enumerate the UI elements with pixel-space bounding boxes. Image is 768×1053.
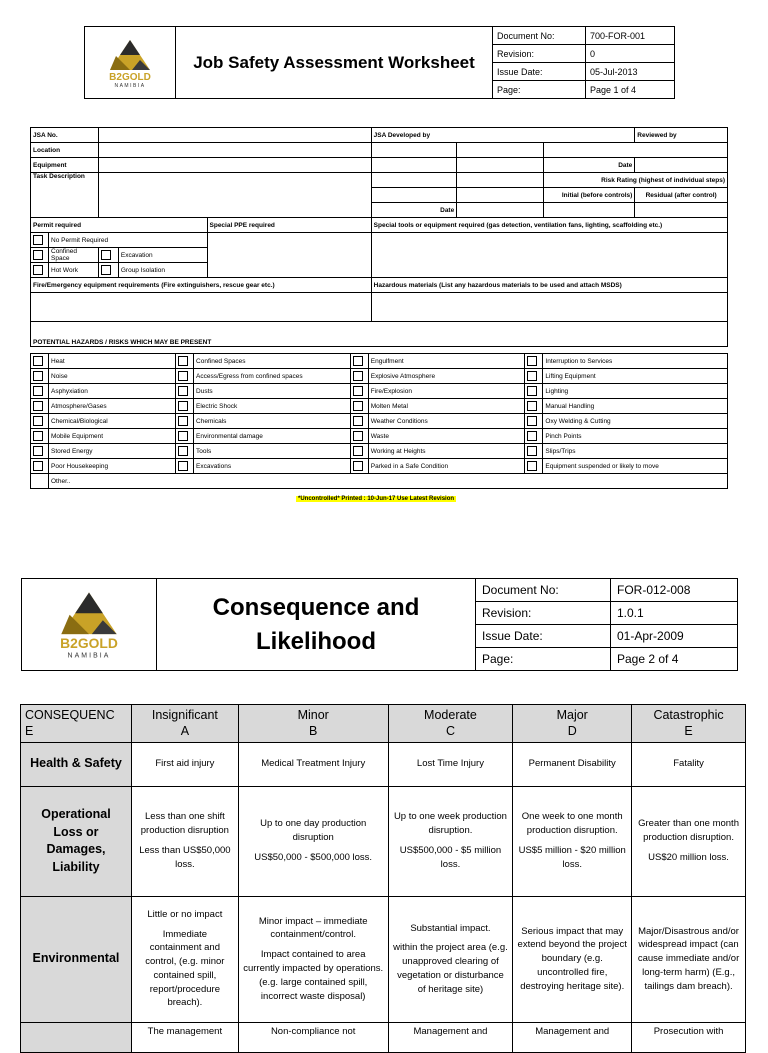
checkbox-icon	[353, 371, 363, 381]
hazard-checkbox[interactable]	[350, 444, 368, 459]
fire-equipment-label: Fire/Emergency equipment requirements (Fire extinguishers, rescue gear etc.)	[31, 278, 372, 293]
hazard-label: Excavations	[194, 459, 351, 474]
consequence-row	[21, 742, 746, 786]
consequence-cell	[131, 742, 238, 786]
developer-name-5[interactable]	[371, 173, 457, 188]
hazard-checkbox[interactable]	[31, 354, 49, 369]
cl-page-title	[157, 579, 476, 671]
checkbox-icon	[353, 461, 363, 471]
hazard-label: Chemical/Biological	[49, 414, 176, 429]
hazard-label: Slips/Trips	[543, 444, 728, 459]
hazard-checkbox[interactable]	[176, 414, 194, 429]
checkbox-icon	[178, 371, 188, 381]
consequence-table	[20, 704, 746, 1053]
permit-required-label: Permit required	[31, 218, 208, 233]
consequence-cell-text: Non-compliance not	[270, 1025, 356, 1037]
hazard-checkbox[interactable]	[176, 399, 194, 414]
hazardous-materials-label: Hazardous materials (List any hazardous materials to be used and attach MSDS)	[371, 278, 727, 293]
consequence-cell-text: US$20 million loss.	[648, 851, 729, 863]
checkbox-icon	[527, 356, 537, 366]
checkbox-icon	[33, 371, 43, 381]
potential-hazards-heading: POTENTIAL HAZARDS / RISKS WHICH MAY BE PRESENT	[31, 322, 728, 347]
checkbox-icon	[33, 250, 43, 260]
hazard-label: Atmosphere/Gases	[49, 399, 176, 414]
hazard-checkbox[interactable]	[525, 429, 543, 444]
consequence-cell	[131, 896, 238, 1022]
hazard-checkbox[interactable]	[350, 429, 368, 444]
hazard-label: Lifting Equipment	[543, 369, 728, 384]
permit-label-none: No Permit Required	[49, 233, 208, 248]
initial-rating-field[interactable]	[543, 203, 635, 218]
cl-page-value: Page 2 of 4	[611, 648, 738, 671]
consequence-cell	[388, 742, 513, 786]
hazard-checkbox[interactable]	[176, 444, 194, 459]
consequence-cell-text: Management and	[413, 1025, 488, 1037]
cl-doc-no-label: Document No:	[476, 579, 611, 602]
checkbox-icon	[33, 416, 43, 426]
cl-title-line-2: Likelihood	[256, 627, 376, 655]
review-date-label: Date	[543, 158, 635, 173]
hazard-label: Lighting	[543, 384, 728, 399]
hazard-label: Noise	[49, 369, 176, 384]
checkbox-icon	[527, 401, 537, 411]
hazard-checkbox[interactable]	[350, 369, 368, 384]
consequence-row	[21, 896, 746, 1022]
jsa-header-table	[84, 26, 675, 99]
permit-label-group-isolation: Group Isolation	[118, 263, 207, 278]
consequence-cell	[632, 1022, 746, 1052]
checkbox-icon	[353, 446, 363, 456]
residual-label: Residual (after control)	[635, 188, 728, 203]
task-description-label: Task Description	[31, 173, 99, 218]
reviewer-field[interactable]	[543, 143, 727, 158]
permit-label-hot-work: Hot Work	[49, 263, 99, 278]
revision-value: 0	[586, 45, 675, 63]
checkbox-icon	[33, 461, 43, 471]
consequence-cell-text: Immediate containment and control, (e.g. minor contained spill, report/procedure breach).	[145, 928, 225, 1009]
consequence-cell-text: Medical Treatment Injury	[261, 758, 366, 770]
developed-date-field[interactable]	[457, 203, 543, 218]
hazards-table	[30, 353, 728, 489]
hazard-checkbox[interactable]	[31, 444, 49, 459]
special-ppe-field[interactable]	[207, 233, 371, 278]
checkbox-icon	[178, 356, 188, 366]
hazard-row	[31, 399, 728, 414]
column-code: B	[309, 724, 318, 739]
developer-name-3[interactable]	[371, 158, 457, 173]
hazard-checkbox[interactable]	[525, 444, 543, 459]
hazard-label: Heat	[49, 354, 176, 369]
hazard-label: Stored Energy	[49, 444, 176, 459]
checkbox-icon	[178, 431, 188, 441]
checkbox-icon	[527, 386, 537, 396]
reviewed-by-label: Reviewed by	[635, 128, 728, 143]
hazard-checkbox[interactable]	[350, 354, 368, 369]
checkbox-icon	[353, 401, 363, 411]
consequence-cell-text: Greater than one month production disruption.	[638, 818, 739, 844]
column-code: A	[180, 724, 190, 739]
fire-equipment-field[interactable]	[31, 293, 372, 322]
hazard-checkbox[interactable]	[176, 369, 194, 384]
consequence-cell	[388, 896, 513, 1022]
hazard-label: Tools	[194, 444, 351, 459]
consequence-cell	[513, 1022, 632, 1052]
location-field[interactable]	[98, 143, 371, 158]
hazard-label: Mobile Equipment	[49, 429, 176, 444]
cl-header-table	[21, 578, 738, 671]
checkbox-icon	[178, 461, 188, 471]
hazard-checkbox[interactable]	[525, 459, 543, 474]
corner-line-1: CONSEQUENC	[25, 708, 115, 722]
hazard-checkbox[interactable]	[31, 399, 49, 414]
jsa-developed-by-label: JSA Developed by	[371, 128, 635, 143]
hazard-row	[31, 459, 728, 474]
hazard-checkbox[interactable]	[350, 459, 368, 474]
consequence-cell-text: Little or no impact	[147, 908, 223, 920]
hazard-row	[31, 354, 728, 369]
consequence-cell-text: One week to one month production disruption.	[521, 811, 623, 837]
risk-rating-label: Risk Rating (highest of individual steps)	[543, 173, 727, 188]
column-name: Catastrophic	[653, 708, 724, 722]
equipment-label: Equipment	[31, 158, 99, 173]
hazard-label: Pinch Points	[543, 429, 728, 444]
consequence-cell-text: Lost Time Injury	[416, 758, 484, 770]
column-name: Minor	[297, 708, 329, 722]
column-header-moderate	[388, 705, 513, 743]
b2gold-logo-icon	[50, 587, 128, 659]
consequence-row-label: Operational Loss or Damages, Liability	[21, 786, 132, 896]
corner-line-2: E	[25, 724, 34, 739]
hazard-label: Parked in a Safe Condition	[368, 459, 525, 474]
hazard-label: Confined Spaces	[194, 354, 351, 369]
hazard-label: Interruption to Services	[543, 354, 728, 369]
checkbox-icon	[178, 401, 188, 411]
checkbox-icon	[33, 431, 43, 441]
permit-checkbox-group-isolation[interactable]	[98, 263, 118, 278]
consequence-row	[21, 1022, 746, 1052]
consequence-cell-text: Major/Disastrous and/or widespread impact (can cause immediate and/or long-term harm) (E.g., tailings dam breach).	[637, 925, 740, 992]
developer-name-8[interactable]	[457, 188, 543, 203]
doc-no-value: 700-FOR-001	[586, 27, 675, 45]
column-name: Moderate	[424, 708, 477, 722]
consequence-cell-text: Up to one day production disruption	[260, 818, 367, 844]
permit-checkbox-excavation[interactable]	[98, 248, 118, 263]
hazard-other-blank	[31, 474, 49, 489]
hazard-label: Engulfment	[368, 354, 525, 369]
permit-checkbox-confined-space[interactable]	[31, 248, 49, 263]
hazard-label: Explosive Atmosphere	[368, 369, 525, 384]
review-date-field[interactable]	[635, 158, 728, 173]
consequence-cell	[632, 896, 746, 1022]
company-logo-2	[22, 579, 157, 671]
cl-doc-no-value: FOR-012-008	[611, 579, 738, 602]
column-header-minor	[238, 705, 388, 743]
checkbox-icon	[101, 265, 111, 275]
hazard-checkbox[interactable]	[31, 414, 49, 429]
hazard-label: Chemicals	[194, 414, 351, 429]
consequence-cell-text: within the project area (e.g. unapproved clearing of vegetation or disturbance of heritage site)	[393, 942, 508, 995]
column-code: E	[684, 724, 693, 739]
hazard-label: Manual Handling	[543, 399, 728, 414]
hazard-label: Waste	[368, 429, 525, 444]
jsa-form-table	[30, 127, 728, 347]
consequence-row	[21, 786, 746, 896]
consequence-cell-text: Minor impact – immediate containment/control.	[258, 915, 368, 941]
cl-title-line-1: Consequence and	[212, 593, 420, 621]
checkbox-icon	[527, 461, 537, 471]
initial-label: Initial (before controls)	[543, 188, 635, 203]
issue-date-value: 05-Jul-2013	[586, 63, 675, 81]
hazard-checkbox[interactable]	[31, 429, 49, 444]
consequence-cell	[632, 742, 746, 786]
developer-name-7[interactable]	[371, 188, 457, 203]
b2gold-logo-icon	[102, 36, 158, 88]
hazard-label: Working at Heights	[368, 444, 525, 459]
consequence-cell-text: Up to one week production disruption.	[393, 811, 507, 837]
issue-date-label: Issue Date:	[493, 63, 586, 81]
special-ppe-label: Special PPE required	[207, 218, 371, 233]
consequence-row-label	[21, 1022, 132, 1052]
hazardous-materials-field[interactable]	[371, 293, 727, 322]
page-value: Page 1 of 4	[586, 81, 675, 99]
hazard-label: Poor Housekeeping	[49, 459, 176, 474]
consequence-cell	[238, 1022, 388, 1052]
consequence-cell	[632, 786, 746, 896]
jsa-no-field[interactable]	[98, 128, 371, 143]
consequence-cell	[388, 786, 513, 896]
hazard-checkbox[interactable]	[525, 414, 543, 429]
consequence-cell	[388, 1022, 513, 1052]
hazard-checkbox[interactable]	[31, 459, 49, 474]
hazard-row	[31, 429, 728, 444]
consequence-cell-text: The management	[147, 1025, 223, 1037]
hazard-checkbox[interactable]	[350, 399, 368, 414]
hazard-row	[31, 369, 728, 384]
developer-name-2[interactable]	[457, 143, 543, 158]
column-code: C	[445, 724, 455, 739]
consequence-cell-text: US$5 million - $20 million loss.	[518, 845, 626, 870]
consequence-cell	[238, 742, 388, 786]
column-header-major	[513, 705, 632, 743]
consequence-cell-text: Permanent Disability	[528, 758, 616, 770]
developer-name-4[interactable]	[457, 158, 543, 173]
checkbox-icon	[527, 446, 537, 456]
hazard-label: Dusts	[194, 384, 351, 399]
location-label: Location	[31, 143, 99, 158]
consequence-row-label: Environmental	[21, 896, 132, 1022]
checkbox-icon	[178, 416, 188, 426]
checkbox-icon	[527, 371, 537, 381]
hazard-label: Environmental damage	[194, 429, 351, 444]
consequence-cell	[513, 786, 632, 896]
consequence-cell-text: Serious impact that may extend beyond the project boundary (e.g. uncontrolled fire, destroying heritage site).	[517, 925, 627, 992]
checkbox-icon	[33, 386, 43, 396]
hazard-label: Asphyxiation	[49, 384, 176, 399]
permit-label-confined-space: Confined Space	[49, 248, 99, 263]
logo-wordmark: B2GOLD	[60, 634, 118, 651]
consequence-cell-text: Prosecution with	[653, 1025, 724, 1037]
consequence-cell-text: Fatality	[673, 758, 704, 770]
hazard-label: Fire/Explosion	[368, 384, 525, 399]
hazard-label: Access/Egress from confined spaces	[194, 369, 351, 384]
consequence-cell-text: Less than one shift production disruption	[140, 811, 229, 837]
checkbox-icon	[101, 250, 111, 260]
residual-rating-field[interactable]	[635, 203, 728, 218]
uncontrolled-notice: *Uncontrolled* Printed : 10-Jun-17 Use Latest Revision	[298, 496, 455, 502]
hazard-checkbox[interactable]	[176, 429, 194, 444]
checkbox-icon	[527, 431, 537, 441]
checkbox-icon	[33, 265, 43, 275]
hazard-other-label[interactable]: Other..	[49, 474, 728, 489]
hazard-checkbox[interactable]	[525, 354, 543, 369]
cl-page-label: Page:	[476, 648, 611, 671]
consequence-cell-text: Less than US$50,000 loss.	[139, 845, 231, 870]
company-logo	[85, 27, 176, 99]
hazard-checkbox[interactable]	[176, 354, 194, 369]
hazard-checkbox[interactable]	[31, 384, 49, 399]
checkbox-icon	[33, 446, 43, 456]
hazard-row	[31, 444, 728, 459]
hazard-checkbox[interactable]	[525, 369, 543, 384]
consequence-corner-header	[21, 705, 132, 743]
consequence-cell	[513, 896, 632, 1022]
column-code: D	[567, 724, 577, 739]
permit-checkbox-none[interactable]	[31, 233, 49, 248]
logo-wordmark: B2GOLD	[109, 71, 151, 83]
consequence-cell	[238, 896, 388, 1022]
checkbox-icon	[353, 356, 363, 366]
consequence-cell-text: Management and	[535, 1025, 610, 1037]
revision-label: Revision:	[493, 45, 586, 63]
consequence-row-label: Health & Safety	[21, 742, 132, 786]
hazard-label: Oxy Welding & Cutting	[543, 414, 728, 429]
permit-checkbox-hot-work[interactable]	[31, 263, 49, 278]
hazard-checkbox[interactable]	[525, 384, 543, 399]
consequence-cell-text: First aid injury	[155, 758, 215, 770]
checkbox-icon	[33, 401, 43, 411]
equipment-field[interactable]	[98, 158, 371, 173]
hazard-label: Molten Metal	[368, 399, 525, 414]
consequence-cell	[513, 742, 632, 786]
logo-subtext: NAMIBIA	[67, 652, 111, 659]
consequence-cell-text: Substantial impact.	[410, 922, 491, 934]
consequence-cell	[238, 786, 388, 896]
hazard-checkbox[interactable]	[525, 399, 543, 414]
consequence-cell-text: Impact contained to area currently impacted by operations.(e.g. large contained spill, incorrect waste disposal)	[243, 949, 384, 1002]
cl-revision-label: Revision:	[476, 602, 611, 625]
developer-name-6[interactable]	[457, 173, 543, 188]
task-description-field[interactable]	[98, 173, 371, 218]
cl-issue-date-value: 01-Apr-2009	[611, 625, 738, 648]
checkbox-icon	[353, 386, 363, 396]
hazard-checkbox[interactable]	[176, 459, 194, 474]
checkbox-icon	[178, 446, 188, 456]
hazard-row	[31, 414, 728, 429]
consequence-cell-text: US$50,000 - $500,000 loss.	[254, 851, 373, 863]
developer-name-1[interactable]	[371, 143, 457, 158]
consequence-cell	[131, 786, 238, 896]
cl-revision-value: 1.0.1	[611, 602, 738, 625]
jsa-no-label: JSA No.	[31, 128, 99, 143]
checkbox-icon	[33, 356, 43, 366]
hazard-checkbox[interactable]	[31, 369, 49, 384]
developed-date-label: Date	[371, 203, 457, 218]
checkbox-icon	[178, 386, 188, 396]
special-tools-label: Special tools or equipment required (gas detection, ventilation fans, lighting, scaffolding etc.)	[371, 218, 727, 233]
page-title: Job Safety Assessment Worksheet	[176, 27, 493, 99]
consequence-cell	[131, 1022, 238, 1052]
hazard-checkbox[interactable]	[176, 384, 194, 399]
consequence-cell-text: US$500,000 - $5 million loss.	[399, 845, 502, 870]
special-tools-field[interactable]	[371, 233, 727, 278]
page-label: Page:	[493, 81, 586, 99]
hazard-checkbox[interactable]	[350, 384, 368, 399]
checkbox-icon	[353, 431, 363, 441]
doc-no-label: Document No:	[493, 27, 586, 45]
column-header-catastrophic	[632, 705, 746, 743]
hazard-label: Weather Conditions	[368, 414, 525, 429]
checkbox-icon	[33, 235, 43, 245]
hazard-row	[31, 384, 728, 399]
column-header-insignificant	[131, 705, 238, 743]
checkbox-icon	[527, 416, 537, 426]
hazard-label: Electric Shock	[194, 399, 351, 414]
hazard-label: Equipment suspended or likely to move	[543, 459, 728, 474]
logo-subtext: NAMIBIA	[114, 82, 146, 88]
column-name: Insignificant	[151, 708, 218, 722]
hazard-checkbox[interactable]	[350, 414, 368, 429]
column-name: Major	[556, 708, 588, 722]
checkbox-icon	[353, 416, 363, 426]
permit-label-excavation: Excavation	[118, 248, 207, 263]
cl-issue-date-label: Issue Date:	[476, 625, 611, 648]
